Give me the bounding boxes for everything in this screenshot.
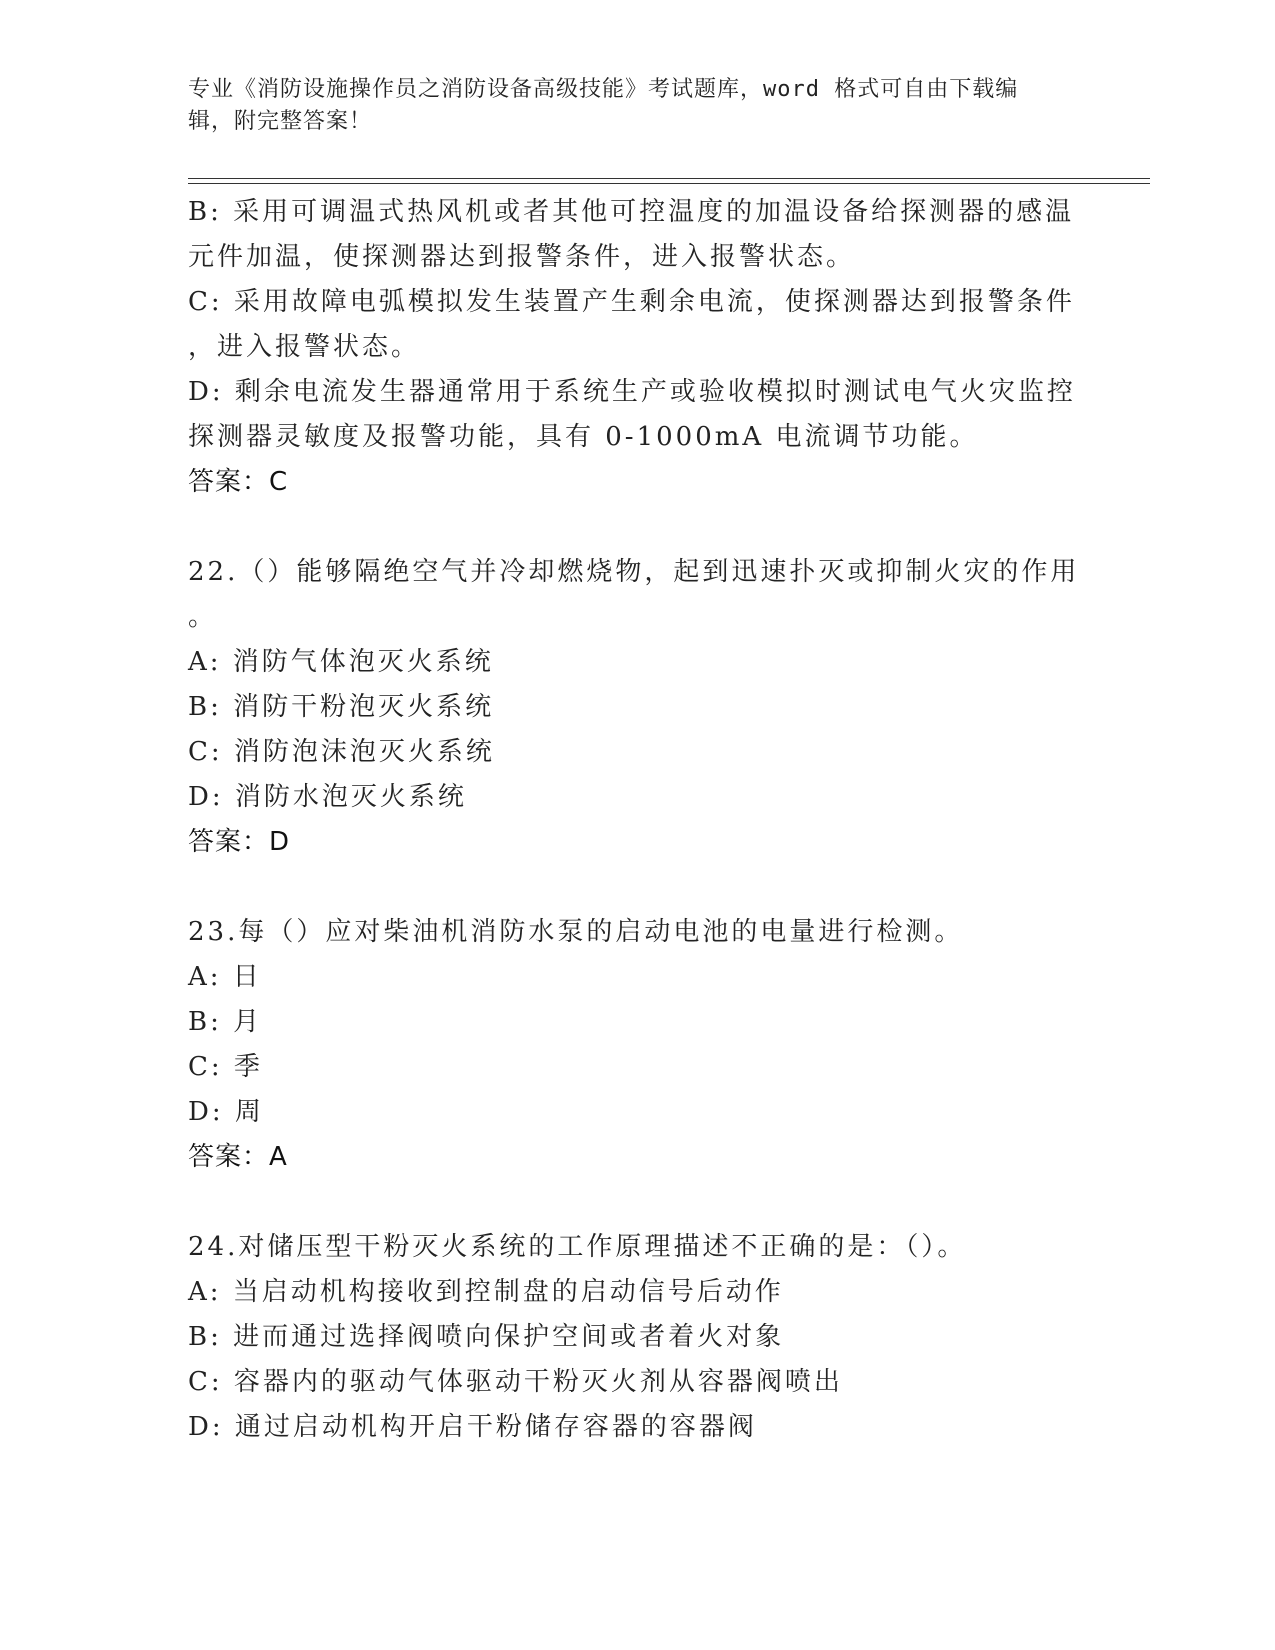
option-line: 元件加温，使探测器达到报警条件，进入报警状态。 xyxy=(188,242,856,272)
answer-label: 答案：C xyxy=(188,467,289,497)
option-a: A: 日 xyxy=(188,962,262,992)
question-23 xyxy=(188,910,1068,1180)
option-d: D: 消防水泡灭火系统 xyxy=(188,782,467,812)
header-line-2: 辑，附完整答案！ xyxy=(188,109,373,134)
question-content xyxy=(188,190,1080,1450)
question-24 xyxy=(188,1225,1068,1450)
option-b: B: 月 xyxy=(188,1007,263,1037)
option-a: A: 消防气体泡灭火系统 xyxy=(188,647,494,677)
answer-label: 答案：D xyxy=(188,827,291,857)
question-stem: 22.（）能够隔绝空气并冷却燃烧物，起到迅速扑灭或抑制火灾的作用 xyxy=(188,557,1080,587)
option-line: C: 采用故障电弧模拟发生装置产生剩余电流，使探测器达到报警条件 xyxy=(188,287,1075,317)
question-stem: 24.对储压型干粉灭火系统的工作原理描述不正确的是：（）。 xyxy=(188,1232,967,1262)
option-line: ，进入报警状态。 xyxy=(188,332,421,362)
header-rule-top xyxy=(188,178,1150,179)
option-d: D: 通过启动机构开启干粉储存容器的容器阀 xyxy=(188,1412,757,1442)
option-line: B: 采用可调温式热风机或者其他可控温度的加温设备给探测器的感温 xyxy=(188,197,1075,227)
option-c: C: 季 xyxy=(188,1052,263,1082)
page-header xyxy=(188,74,1068,138)
question-stem: 23.每（）应对柴油机消防水泵的启动电池的电量进行检测。 xyxy=(188,917,964,947)
option-b: B: 消防干粉泡灭火系统 xyxy=(188,692,495,722)
option-c: C: 容器内的驱动气体驱动干粉灭火剂从容器阀喷出 xyxy=(188,1367,843,1397)
option-a: A: 当启动机构接收到控制盘的启动信号后动作 xyxy=(188,1277,784,1307)
question-stem-continued: 。 xyxy=(188,602,218,632)
option-line: 探测器灵敏度及报警功能，具有 0-1000mA 电流调节功能。 xyxy=(188,422,979,452)
answer-label: 答案：A xyxy=(188,1142,288,1172)
option-line: D: 剩余电流发生器通常用于系统生产或验收模拟时测试电气火灾监控 xyxy=(188,377,1076,407)
option-b: B: 进而通过选择阀喷向保护空间或者着火对象 xyxy=(188,1322,785,1352)
header-rule-bottom xyxy=(188,183,1150,184)
question-22 xyxy=(188,550,1080,865)
option-d: D: 周 xyxy=(188,1097,264,1127)
header-line-1: 专业《消防设施操作员之消防设备高级技能》考试题库，word 格式可自由下载编 xyxy=(188,77,1019,102)
question-21-continued xyxy=(188,190,1076,505)
option-c: C: 消防泡沫泡灭火系统 xyxy=(188,737,495,767)
